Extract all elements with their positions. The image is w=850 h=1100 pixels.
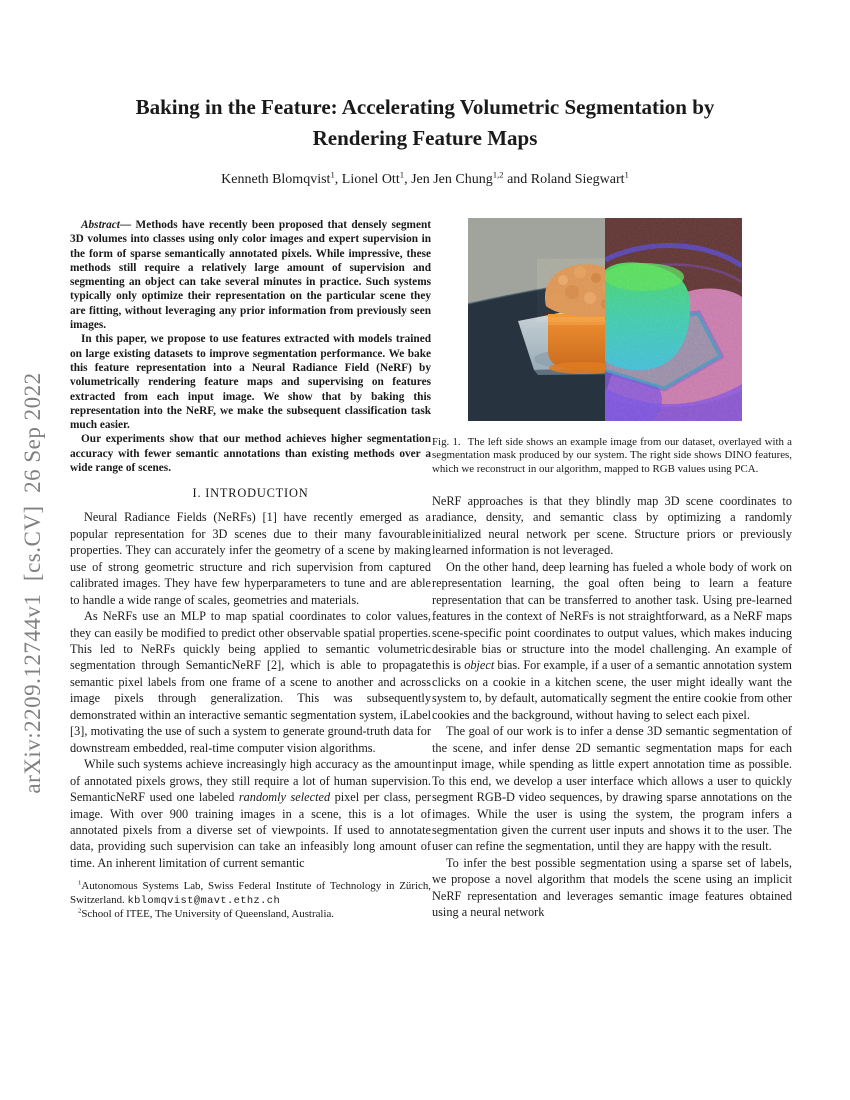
- figure-1-image: [468, 218, 742, 421]
- italic-phrase: randomly selected: [238, 790, 331, 805]
- body-paragraph: [432, 559, 792, 724]
- abstract-label: Abstract—: [81, 219, 132, 231]
- authors-line: [0, 169, 850, 188]
- intro-paragraph-2: As NeRFs use an MLP to map spatial coordinates to color values, they can easily be modified to predict other observable spatial properties. This led to NeRFs quickly being applied to semantic volumetric segmentation through SemanticNeRF [2], which is able to propagate semantic pixel labels from one frame of a scene to another and across image pixels through generalization. This was subsequently demonstrated within an interactive semantic segmentation system, iLabel [3], motivating the use of such a system to generate ground-truth data for downstream embedded, real-time computer vision algorithms.: [70, 609, 431, 755]
- intro-paragraph-3: [70, 756, 431, 871]
- footnote-2: [70, 908, 431, 922]
- italic-phrase: object: [464, 658, 495, 673]
- author-name: and Roland Siegwart: [503, 172, 625, 187]
- intro-paragraph-1: Neural Radiance Fields (NeRFs) [1] have recently emerged as a popular representation for 3D scenes due to their many favourable properties. They can accurately infer the geometry of a scene by making use of strong geometric structure and rich supervision from captured calibrated images. They have few hyperparameters to tune and are able to handle a wide range of scales, geometries and materials.: [70, 510, 431, 607]
- body-paragraph-continuation: NeRF approaches is that they blindly map 3D scene coordinates to radiance, density, and semantic class by optimizing a randomly initialized neural network per scene. Structure priors or previously learned information is not leveraged.: [432, 493, 792, 558]
- abstract-section: [70, 218, 431, 475]
- author-name: Kenneth Blomqvist: [221, 172, 331, 187]
- paper-title-line1: Baking in the Feature: Accelerating Volumetric Segmentation by: [135, 95, 715, 119]
- footnote-1: [70, 880, 431, 908]
- intro-paragraph-3-text: While such systems achieve increasingly high accuracy as the amount of annotated pixels grows, they still require a lot of human supervision. SemanticNeRF used one labeled: [70, 757, 431, 805]
- right-column-body: [432, 493, 792, 921]
- figure-1-caption: [432, 436, 792, 476]
- arxiv-watermark: arXiv:2209.12744v1 [cs.CV] 26 Sep 2022: [20, 372, 45, 794]
- email-address: kblomqvist@mavt.ethz.ch: [127, 894, 281, 907]
- author-affiliation-mark: 1: [624, 169, 629, 180]
- paper-title-line2: Rendering Feature Maps: [312, 126, 538, 150]
- author-affiliation-mark: 1,2: [492, 169, 504, 180]
- figure-caption-text: The left side shows an example image from our dataset, overlayed with a segmentation mask produced by our system. The right side shows DINO features, which we reconstruct in our algorithm, mapped to RGB values using PCA.: [432, 436, 792, 475]
- abstract-text: Methods have recently been proposed that densely segment 3D volumes into classes using only color images and expert supervision in the form of sparse semantically annotated pixels. While impressive, these methods still require a relatively large amount of supervision and segmenting an object can take several minutes in practice. Such systems typically only optimize their representation on the particular scene they are fitting, without leveraging any prior information from previously seen images.: [70, 219, 431, 332]
- left-column: [70, 218, 431, 922]
- paper-title: [0, 92, 850, 154]
- footnote-1-text: Autonomous Systems Lab, Swiss Federal Institute of Technology in Zürich, Switzerland.: [70, 880, 431, 906]
- author-name: , Jen Jen Chung: [404, 172, 493, 187]
- footnote-mark: 2: [78, 907, 82, 915]
- body-paragraph: The goal of our work is to infer a dense 3D semantic segmentation of the scene, and infer dense 2D semantic segmentation maps for each input image, while spending as little expert annotation time as possible. To this end, we develop a user interface which allows a user to quickly segment RGB-D video sequences, by drawing sparse annotations on the images. While the user is using the system, the program infers a segmentation given the current user inputs and shows it to the user. The user can refine the segmentation, until they are happy with the result.: [432, 724, 792, 854]
- abstract-paragraph: Our experiments show that our method achieves higher segmentation accuracy with fewer semantic annotations than existing methods over a wide range of scenes.: [70, 433, 431, 475]
- footnote-2-text: School of ITEE, The University of Queensland, Australia.: [81, 908, 335, 921]
- abstract-paragraph: [70, 218, 431, 332]
- body-paragraph-text: On the other hand, deep learning has fueled a whole body of work on representation learning, the goal often being to learn a feature representation that can be transferred to another task. Using pre-learned features in the context of NeRFs is not straightforward, as a NeRF maps scene-specific point coordinates to output values, which makes inducing desirable bias or structure into the model challenging. An example of this is: [432, 559, 792, 673]
- author-name: , Lionel Ott: [334, 172, 400, 187]
- section-heading-introduction: I. INTRODUCTION: [192, 486, 309, 501]
- author-affiliation-mark: 1: [330, 169, 335, 180]
- body-paragraph-text: bias. For example, if a user of a semantic annotation system clicks on a cookie in a kitchen scene, the user might ideally want the system to, by default, automatically segment the entire cookie from other cookies and the background, without having to select each pixel.: [432, 658, 793, 722]
- abstract-paragraph: In this paper, we propose to use features extracted with models trained on large existing datasets to improve segmentation performance. We bake this feature representation into a Neural Radiance Field (NeRF) by volumetrically rendering feature maps and supervising on features extracted from each input image. We show that by baking this representation into the NeRF, we make the subsequent classification task much easier.: [70, 333, 431, 432]
- author-affiliation-mark: 1: [399, 169, 405, 180]
- body-paragraph: To infer the best possible segmentation using a sparse set of labels, we propose a novel algorithm that models the scene using an implicit NeRF representation and leverages semantic image features obtained using a neural network: [432, 855, 792, 920]
- footnotes: [70, 880, 431, 922]
- intro-paragraph-3-text: pixel per class, per image. With over 900 training images in a scene, this is a lot of annotated pixels from a diverse set of viewpoints. If used to annotate data, providing such supervision can take an infeasibly long amount of time. An inherent limitation of current semantic: [70, 790, 431, 870]
- right-column: [432, 218, 792, 921]
- figure-caption-label: Fig. 1.: [432, 436, 461, 448]
- footnote-mark: 1: [78, 879, 82, 887]
